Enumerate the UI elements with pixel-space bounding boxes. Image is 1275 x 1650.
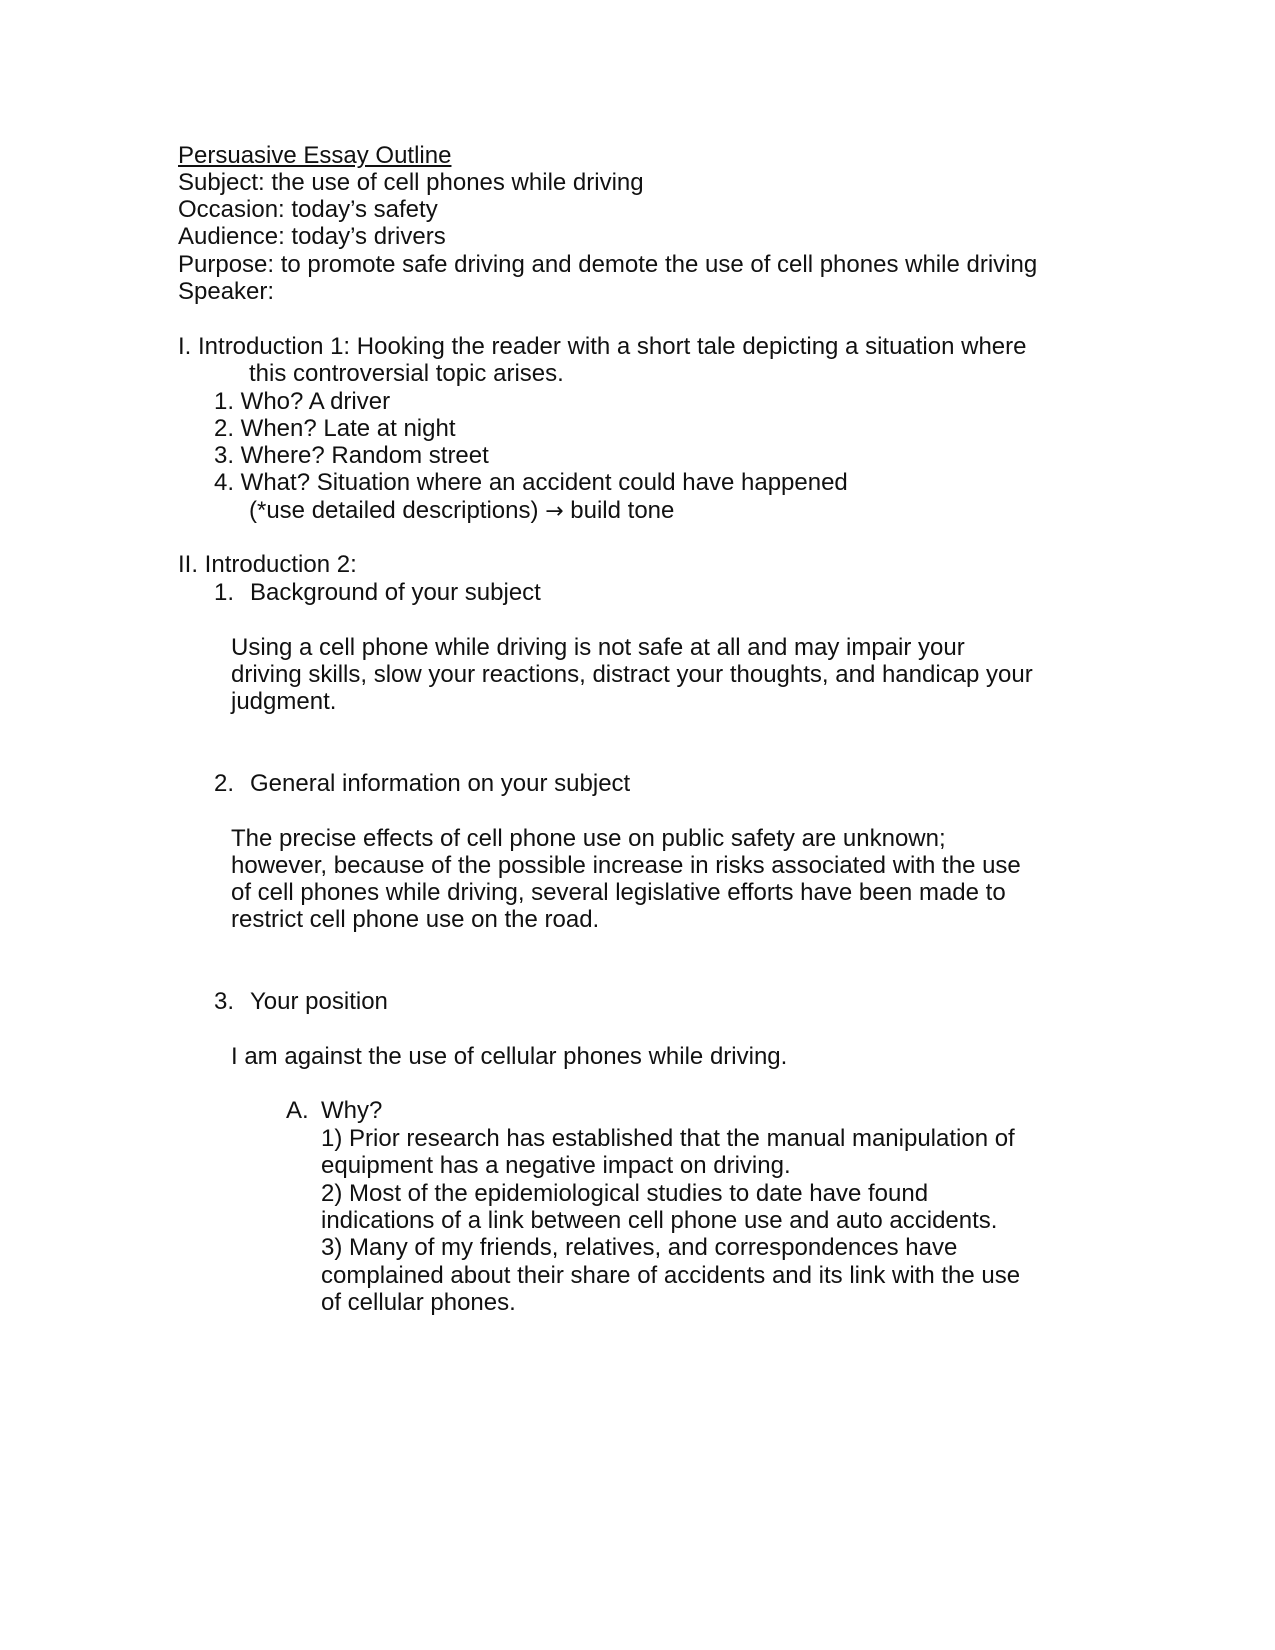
subpoint-a-text: Why? — [321, 1097, 383, 1124]
intro1-heading: I. Introduction 1: Hooking the reader with a short tale depicting a situation where — [178, 333, 1027, 360]
intro1-item-where: 3. Where? Random street — [214, 442, 489, 469]
audience-line: Audience: today’s drivers — [178, 223, 446, 250]
intro2-heading: II. Introduction 2: — [178, 551, 357, 578]
subpoint-a-label: A. — [286, 1097, 309, 1124]
intro2-item1-number: 1. — [214, 579, 235, 606]
reason-line: 3) Many of my friends, relatives, and correspondences have — [321, 1234, 958, 1261]
intro1-item-what: 4. What? Situation where an accident could have happened — [214, 469, 848, 496]
reason-line: 2) Most of the epidemiological studies to date have found — [321, 1180, 929, 1207]
background-paragraph-line: judgment. — [231, 688, 337, 715]
intro1-item-when: 2. When? Late at night — [214, 415, 456, 442]
general-info-paragraph-line: restrict cell phone use on the road. — [231, 906, 600, 933]
subject-line: Subject: the use of cell phones while driving — [178, 169, 644, 196]
general-info-paragraph-line: however, because of the possible increase in risks associated with the use — [231, 852, 1021, 879]
reason-line: equipment has a negative impact on driving. — [321, 1152, 791, 1179]
intro2-item2-text: General information on your subject — [250, 770, 631, 797]
intro2-item2-number: 2. — [214, 770, 235, 797]
reason-line: of cellular phones. — [321, 1289, 516, 1316]
intro2-item3-number: 3. — [214, 988, 235, 1015]
general-info-paragraph-line: The precise effects of cell phone use on public safety are unknown; — [231, 825, 946, 852]
position-paragraph-line: I am against the use of cellular phones while driving. — [231, 1043, 788, 1070]
intro2-item3-text: Your position — [250, 988, 388, 1015]
intro1-item-who: 1. Who? A driver — [214, 388, 391, 415]
occasion-line: Occasion: today’s safety — [178, 196, 438, 223]
general-info-paragraph-line: of cell phones while driving, several legislative efforts have been made to — [231, 879, 1006, 906]
reason-line: indications of a link between cell phone use and auto accidents. — [321, 1207, 998, 1234]
intro1-heading-cont: this controversial topic arises. — [249, 360, 564, 387]
reason-line: 1) Prior research has established that the manual manipulation of — [321, 1125, 1015, 1152]
background-paragraph-line: driving skills, slow your reactions, distract your thoughts, and handicap your — [231, 661, 1033, 688]
speaker-line: Speaker: — [178, 278, 275, 305]
intro1-note-text: (*use detailed descriptions) — [249, 497, 539, 524]
reason-line: complained about their share of accidents and its link with the use — [321, 1262, 1021, 1289]
purpose-line: Purpose: to promote safe driving and demote the use of cell phones while driving — [178, 251, 1038, 278]
background-paragraph-line: Using a cell phone while driving is not safe at all and may impair your — [231, 634, 965, 661]
document-title: Persuasive Essay Outline — [178, 142, 452, 169]
intro2-item1-text: Background of your subject — [250, 579, 541, 606]
right-arrow-icon: → — [545, 499, 564, 524]
intro1-note — [249, 497, 674, 526]
intro1-note-result: build tone — [570, 497, 675, 524]
